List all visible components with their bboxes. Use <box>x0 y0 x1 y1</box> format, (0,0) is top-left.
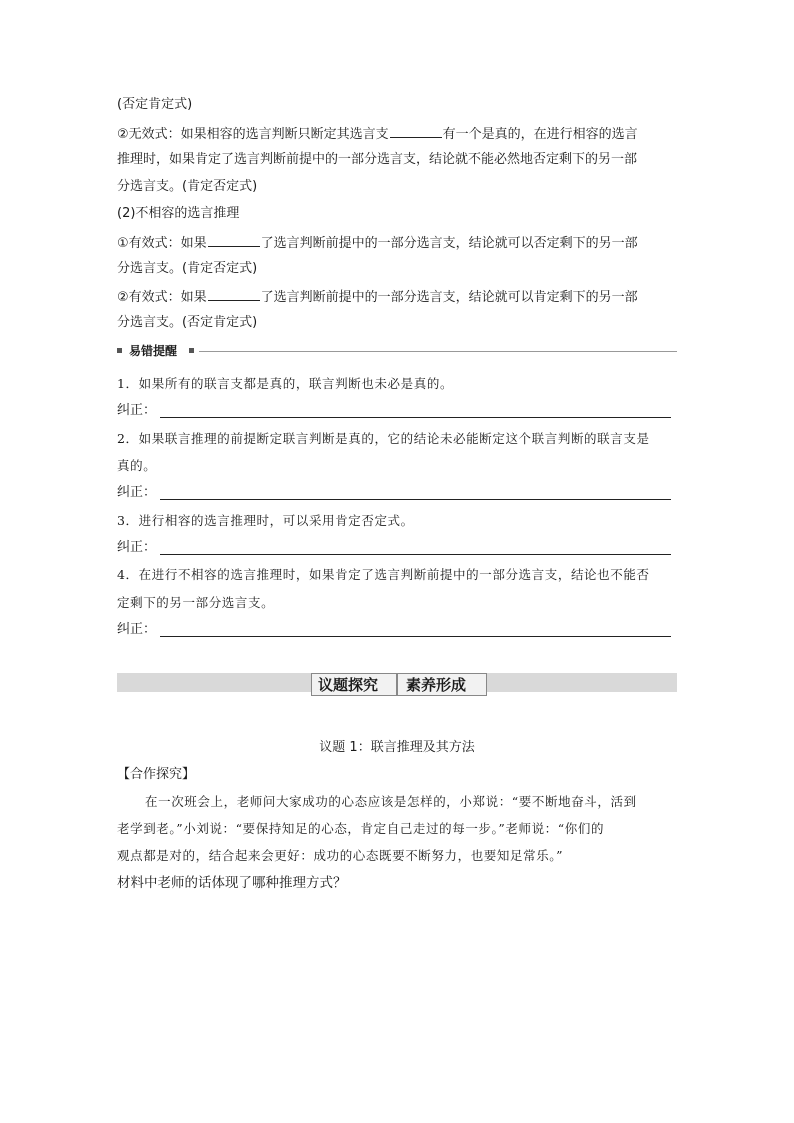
correction-field[interactable]: 纠正： <box>117 402 671 420</box>
question: 材料中老师的话体现了哪种推理方式？ <box>117 875 347 891</box>
paragraph-line: 在一次班会上，老师问大家成功的心态应该是怎样的，小郑说：“要不断地奋斗，活到 <box>145 794 637 809</box>
divider <box>199 351 677 352</box>
text-line: (否定肯定式) <box>117 97 193 112</box>
correction-field[interactable]: 纠正： <box>117 539 671 557</box>
tip-title: 易错提醒 <box>129 344 178 358</box>
square-bullet-icon <box>189 348 194 353</box>
correction-field[interactable]: 纠正： <box>117 484 671 502</box>
text-line: 分选言支。(否定肯定式) <box>117 315 258 330</box>
answer-line[interactable] <box>160 636 671 637</box>
topic-title: 议题 1：联言推理及其方法 <box>319 740 475 755</box>
mistake-item-cont: 定剩下的另一部分选言支。 <box>117 595 275 610</box>
square-bullet-icon <box>117 348 122 353</box>
answer-line[interactable] <box>160 499 671 500</box>
subheading: (2)不相容的选言推理 <box>117 206 240 221</box>
text-line: 推理时，如果肯定了选言判断前提中的一部分选言支，结论就不能必然地否定剩下的另一部 <box>117 152 638 167</box>
banner-right-title: 素养形成 <box>406 676 467 694</box>
answer-line[interactable] <box>160 417 671 418</box>
fill-blank <box>208 287 260 301</box>
mistake-item: 2．如果联言推理的前提断定联言判断是真的，它的结论未必能断定这个联言判断的联言支是 <box>117 431 650 446</box>
answer-line[interactable] <box>160 554 671 555</box>
fill-blank <box>208 233 260 247</box>
mistake-item-cont: 真的。 <box>117 458 157 473</box>
text-line: ①有效式：如果 了选言判断前提中的一部分选言支，结论就可以否定剩下的另一部 <box>117 233 638 253</box>
mistake-item: 4．在进行不相容的选言推理时，如果肯定了选言判断前提中的一部分选言支，结论也不能否 <box>117 567 650 582</box>
section-label: 【合作探究】 <box>117 767 196 782</box>
text-line: 分选言支。(肯定否定式) <box>117 179 258 194</box>
text-line: 分选言支。(肯定否定式) <box>117 261 258 276</box>
correction-field[interactable]: 纠正： <box>117 621 671 639</box>
fill-blank <box>390 124 442 138</box>
banner-left-title: 议题探究 <box>318 676 379 694</box>
mistake-item: 1．如果所有的联言支都是真的，联言判断也未必是真的。 <box>117 376 454 391</box>
text-line: ②无效式：如果相容的选言判断只断定其选言支 有一个是真的，在进行相容的选言 <box>117 124 638 144</box>
text-line: ②有效式：如果 了选言判断前提中的一部分选言支，结论就可以肯定剩下的另一部 <box>117 287 638 307</box>
tip-header <box>117 342 677 360</box>
paragraph-line: 老学到老。”小刘说：“要保持知足的心态，肯定自己走过的每一步。”老师说：“你们的 <box>117 821 605 836</box>
mistake-item: 3．进行相容的选言推理时，可以采用肯定否定式。 <box>117 513 414 528</box>
paragraph-line: 观点都是对的，结合起来会更好：成功的心态既要不断努力，也要知足常乐。” <box>117 848 564 863</box>
banner-divider <box>396 674 398 695</box>
